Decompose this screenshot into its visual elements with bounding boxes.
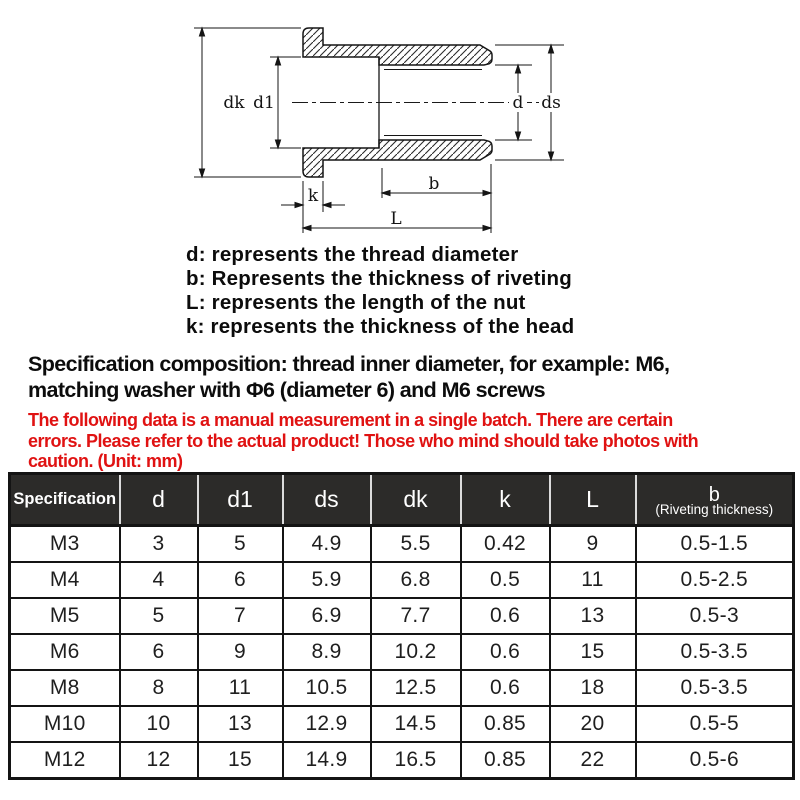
lower-wall-section [303, 140, 492, 177]
table-cell: 0.5-5 [636, 706, 794, 742]
table-cell: 11 [198, 670, 283, 706]
table-cell: 13 [198, 706, 283, 742]
table-cell: 22 [550, 742, 636, 779]
measurement-disclaimer [28, 410, 698, 472]
dimension-definitions [186, 243, 574, 339]
table-cell: 15 [550, 634, 636, 670]
table-cell: 12.5 [371, 670, 461, 706]
table-row [10, 742, 794, 779]
table-cell: 0.42 [461, 526, 550, 563]
definition-L: L: represents the length of the nut [186, 291, 526, 314]
spec-table-body [10, 526, 794, 779]
header-d: d [120, 474, 198, 526]
header-d1: d1 [198, 474, 283, 526]
table-cell: 18 [550, 670, 636, 706]
header-b-riveting-thickness [636, 474, 794, 526]
table-cell: 7 [198, 598, 283, 634]
header-b-sublabel: (Riveting thickness) [655, 501, 774, 517]
table-cell: M12 [10, 742, 120, 779]
table-cell: 4.9 [283, 526, 371, 563]
d-dimension-label: d [512, 93, 524, 113]
header-ds: ds [283, 474, 371, 526]
table-cell: 12.9 [283, 706, 371, 742]
table-cell: 5.5 [371, 526, 461, 563]
table-cell: 11 [550, 562, 636, 598]
specification-table [8, 472, 795, 780]
table-cell: 10 [120, 706, 198, 742]
table-cell: 0.85 [461, 706, 550, 742]
table-header-row [10, 474, 794, 526]
table-cell: 5.9 [283, 562, 371, 598]
table-cell: 0.5-3 [636, 598, 794, 634]
table-cell: M3 [10, 526, 120, 563]
L-dimension-label: L [390, 209, 402, 229]
table-cell: M4 [10, 562, 120, 598]
table-row [10, 706, 794, 742]
table-cell: 9 [198, 634, 283, 670]
table-cell: 7.7 [371, 598, 461, 634]
definition-b: b: Represents the thickness of riveting [186, 267, 572, 290]
ds-dimension-label: ds [541, 93, 561, 113]
table-cell: 6.9 [283, 598, 371, 634]
table-cell: 5 [198, 526, 283, 563]
d1-dimension-label: d1 [253, 93, 275, 113]
table-row [10, 598, 794, 634]
table-cell: 0.6 [461, 634, 550, 670]
upper-wall-section [303, 28, 492, 65]
table-cell: 20 [550, 706, 636, 742]
table-cell: M10 [10, 706, 120, 742]
table-cell: M8 [10, 670, 120, 706]
table-cell: 3 [120, 526, 198, 563]
table-cell: 6 [198, 562, 283, 598]
disclaimer-line-2: errors. Please refer to the actual product! Those who mind should take photos with [28, 430, 699, 451]
table-row [10, 634, 794, 670]
table-cell: 8 [120, 670, 198, 706]
table-cell: 0.5 [461, 562, 550, 598]
header-k: k [461, 474, 550, 526]
table-cell: 0.6 [461, 670, 550, 706]
table-cell: 0.5-1.5 [636, 526, 794, 563]
definition-d: d: represents the thread diameter [186, 243, 519, 266]
table-cell: 0.5-6 [636, 742, 794, 779]
header-dk: dk [371, 474, 461, 526]
table-cell: 13 [550, 598, 636, 634]
table-cell: 0.5-3.5 [636, 670, 794, 706]
rivet-nut-technical-drawing [180, 0, 600, 237]
spec-composition-note [28, 351, 669, 403]
disclaimer-line-1: The following data is a manual measurement in a single batch. There are certain [28, 410, 673, 430]
header-b-label: b [708, 483, 720, 506]
header-specification: Specification [10, 474, 120, 526]
dimension-dk [194, 28, 301, 177]
table-cell: 15 [198, 742, 283, 779]
table-cell: 14.9 [283, 742, 371, 779]
table-row [10, 562, 794, 598]
spec-composition-line-1: Specification composition: thread inner diameter, for example: M6, [28, 352, 670, 376]
table-cell: 14.5 [371, 706, 461, 742]
disclaimer-line-3: caution. (Unit: mm) [28, 451, 183, 471]
k-dimension-label: k [307, 186, 319, 206]
table-cell: 5 [120, 598, 198, 634]
table-row [10, 526, 794, 563]
definition-k: k: represents the thickness of the head [186, 315, 575, 338]
b-dimension-label: b [428, 174, 440, 194]
table-cell: M6 [10, 634, 120, 670]
table-cell: 4 [120, 562, 198, 598]
table-cell: 6 [120, 634, 198, 670]
table-row [10, 670, 794, 706]
table-cell: 0.5-3.5 [636, 634, 794, 670]
dk-dimension-label: dk [223, 93, 245, 113]
table-cell: 10.5 [283, 670, 371, 706]
header-L: L [550, 474, 636, 526]
table-cell: 6.8 [371, 562, 461, 598]
table-cell: 16.5 [371, 742, 461, 779]
table-cell: 12 [120, 742, 198, 779]
table-cell: 0.6 [461, 598, 550, 634]
table-cell: 10.2 [371, 634, 461, 670]
table-cell: 0.5-2.5 [636, 562, 794, 598]
table-cell: M5 [10, 598, 120, 634]
spec-composition-line-2: matching washer with Φ6 (diameter 6) and M6 screws [28, 378, 545, 402]
table-cell: 8.9 [283, 634, 371, 670]
table-cell: 0.85 [461, 742, 550, 779]
table-cell: 9 [550, 526, 636, 563]
